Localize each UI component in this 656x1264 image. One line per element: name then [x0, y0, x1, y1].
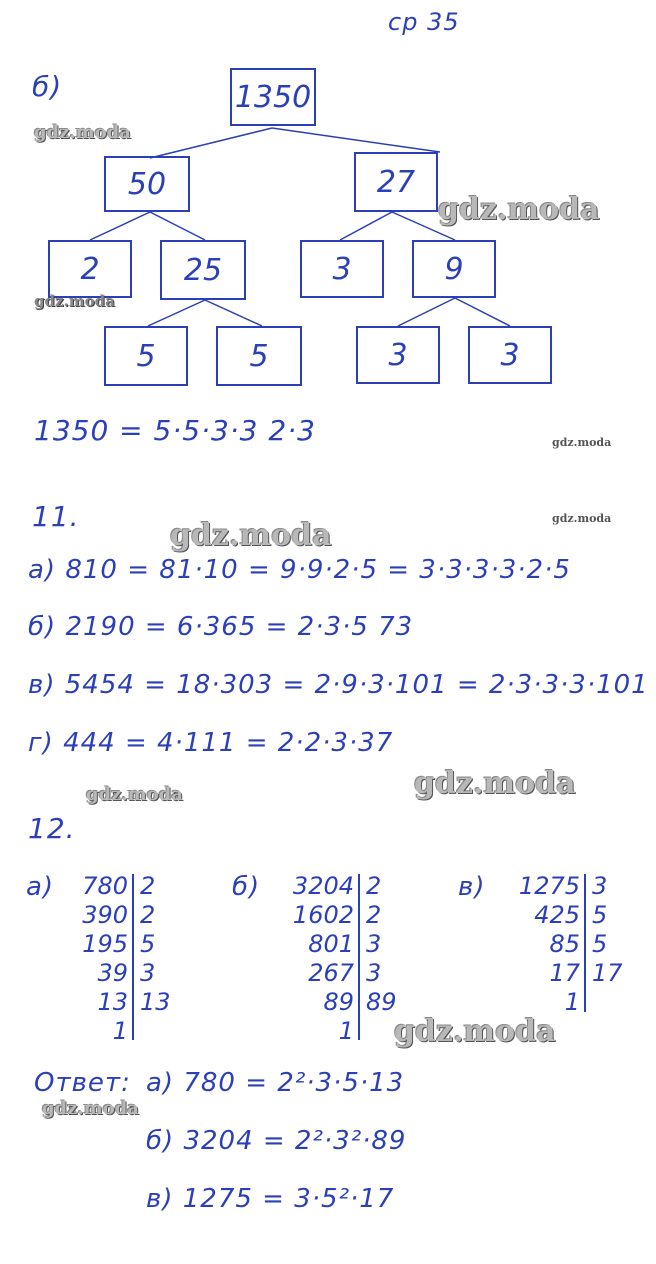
watermark: gdz.moda — [42, 1098, 139, 1119]
task12-b-dividend: 267 — [308, 959, 354, 987]
task12-a-dividend: 390 — [82, 901, 128, 929]
task12-a-dividend: 780 — [82, 872, 128, 900]
watermark: gdz.moda — [34, 292, 115, 310]
task12-v-dividend: 1275 — [518, 872, 580, 900]
task12-v-dividend: 1 — [564, 988, 580, 1016]
tree-node-25: 25 — [160, 240, 246, 300]
task12-v-divisor: 5 — [592, 930, 608, 958]
task11-line-a: а) 810 = 81·10 = 9·9·2·5 = 3·3·3·3·2·5 — [28, 555, 571, 585]
task12-b-divisors — [366, 872, 406, 1017]
task11-line-v: в) 5454 = 18·303 = 2·9·3·101 = 2·3·3·3·101 — [28, 670, 649, 700]
page-reference: ср 35 — [388, 8, 460, 36]
task12-b-dividend: 1 — [338, 1017, 354, 1045]
task12-b-dividend: 801 — [308, 930, 354, 958]
tree-node-9: 9 — [412, 240, 496, 298]
task12-a-dividend: 195 — [82, 930, 128, 958]
task12-v-divisor: 17 — [592, 959, 623, 987]
task12-a-divisor: 3 — [140, 959, 156, 987]
task12-v-label: в) — [458, 872, 486, 902]
tree-node-root: 1350 — [230, 68, 316, 126]
watermark: gdz.moda — [394, 1014, 556, 1049]
task12-a-divisor: 13 — [140, 988, 171, 1016]
tree-node-5a: 5 — [104, 326, 188, 386]
tree-node-3a: 3 — [300, 240, 384, 298]
tree-result: 1350 = 5·5·3·3 2·3 — [34, 414, 316, 447]
tree-node-3c: 3 — [468, 326, 552, 384]
task12-v-divisor: 5 — [592, 901, 608, 929]
task12-v-dividend: 425 — [534, 901, 580, 929]
task12-b-divisor: 3 — [366, 930, 382, 958]
task12-a-divisor: 2 — [140, 872, 156, 900]
task12-b-dividend: 89 — [323, 988, 354, 1016]
task12-v-divisors — [592, 872, 632, 988]
task12-b-divider — [358, 874, 360, 1040]
task12-v-divisor: 3 — [592, 872, 608, 900]
task12-a-label: а) — [26, 872, 55, 902]
task12-a-dividends — [64, 872, 128, 1046]
task12-a-divisor: 5 — [140, 930, 156, 958]
watermark: gdz.moda — [552, 512, 612, 525]
tree-node-2: 2 — [48, 240, 132, 298]
task12-b-divisor: 3 — [366, 959, 382, 987]
tree-node-50: 50 — [104, 156, 190, 212]
task12-v-dividends — [500, 872, 580, 1017]
task12-v-divider — [584, 874, 586, 1012]
task12-b-label: б) — [232, 872, 261, 902]
task12-b-divisor: 89 — [366, 988, 397, 1016]
task12-a-divider — [132, 874, 134, 1040]
watermark: gdz.moda — [34, 122, 131, 143]
task12-b-dividend: 3204 — [292, 872, 354, 900]
task12-a-divisors — [140, 872, 180, 1017]
watermark: gdz.moda — [170, 518, 332, 553]
task11-number: 11. — [32, 500, 80, 533]
tree-label: б) — [32, 70, 63, 103]
task12-v-dividend: 85 — [549, 930, 580, 958]
tree-node-27: 27 — [354, 152, 438, 212]
task12-b-divisor: 2 — [366, 901, 382, 929]
watermark: gdz.moda — [414, 766, 576, 801]
task11-line-b: б) 2190 = 6·365 = 2·3·5 73 — [28, 612, 414, 642]
tree-node-3b: 3 — [356, 326, 440, 384]
answer-a: а) 780 = 2²·3·5·13 — [146, 1068, 405, 1098]
task12-b-dividend: 1602 — [292, 901, 354, 929]
task12-a-dividend: 13 — [97, 988, 128, 1016]
watermark: gdz.moda — [86, 784, 183, 805]
task12-a-dividend: 39 — [97, 959, 128, 987]
task11-line-g: г) 444 = 4·111 = 2·2·3·37 — [28, 728, 394, 758]
task12-number: 12. — [28, 812, 76, 845]
task12-b-divisor: 2 — [366, 872, 382, 900]
watermark: gdz.moda — [438, 192, 600, 227]
task12-v-dividend: 17 — [549, 959, 580, 987]
answer-label: Ответ: — [34, 1068, 131, 1098]
answer-b: б) 3204 = 2²·3²·89 — [146, 1126, 407, 1156]
tree-node-5b: 5 — [216, 326, 302, 386]
task12-b-dividends — [270, 872, 354, 1046]
answer-v: в) 1275 = 3·5²·17 — [146, 1184, 395, 1214]
watermark: gdz.moda — [552, 436, 612, 449]
task12-a-dividend: 1 — [112, 1017, 128, 1045]
task12-a-divisor: 2 — [140, 901, 156, 929]
tree-connectors — [0, 0, 656, 460]
